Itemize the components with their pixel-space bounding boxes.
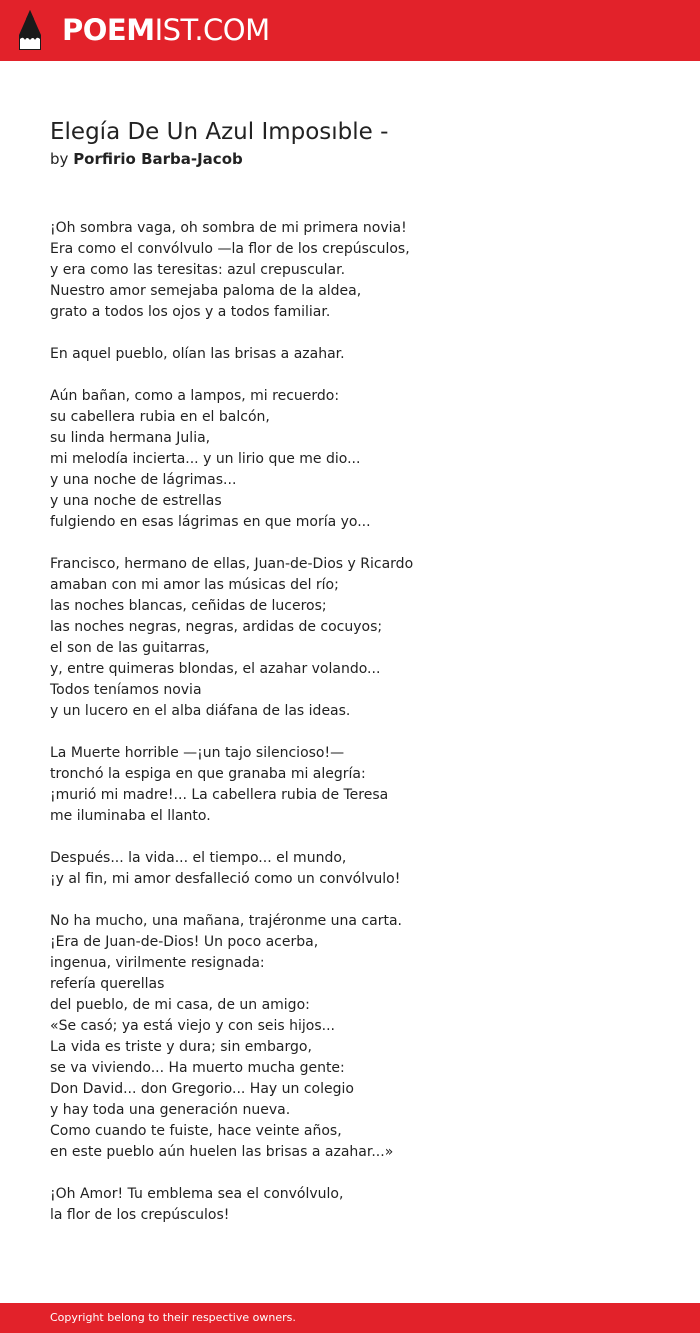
poem-line: La Muerte horrible —¡un tajo silencioso!— (50, 745, 345, 761)
poem-line: su linda hermana Julia, (50, 430, 211, 446)
poem-line: ¡Oh Amor! Tu emblema sea el convólvulo, (50, 1186, 344, 1202)
copyright-text: Copyright belong to their respective owners. (50, 1311, 296, 1324)
poem-line: en este pueblo aún huelen las brisas a azahar...» (50, 1144, 394, 1160)
poem-stanza (50, 1184, 670, 1226)
poem-line: Todos teníamos novia (50, 682, 202, 698)
poem-line: Don David... don Gregorio... Hay un colegio (50, 1081, 354, 1097)
poem-line: ingenua, virilmente resignada: (50, 955, 265, 971)
poem-stanza (50, 848, 670, 890)
poem-line: Después... la vida... el tiempo... el mundo, (50, 850, 347, 866)
poem-line: La vida es triste y dura; sin embargo, (50, 1039, 312, 1055)
poem-stanza (50, 554, 670, 722)
site-footer (0, 1303, 700, 1333)
poem-line: y, entre quimeras blondas, el azahar volando... (50, 661, 381, 677)
poem-line: y era como las teresitas: azul crepuscular. (50, 262, 346, 278)
poem-line: y una noche de estrellas (50, 493, 222, 509)
poem-line: Era como el convólvulo —la flor de los crepúsculos, (50, 241, 410, 257)
poem-line: el son de las guitarras, (50, 640, 210, 656)
poem-line: Aún bañan, como a lampos, mi recuerdo: (50, 388, 340, 404)
site-logo[interactable] (62, 13, 270, 47)
byline (50, 149, 243, 169)
poem-stanza (50, 743, 670, 827)
poem-line: ¡Era de Juan-de-Dios! Un poco acerba, (50, 934, 319, 950)
poem-title: Elegía De Un Azul Imposıble - (50, 119, 389, 145)
poem-line: Francisco, hermano de ellas, Juan-de-Dios y Ricardo (50, 556, 414, 572)
poem-line: tronchó la espiga en que granaba mi alegría: (50, 766, 366, 782)
poem-line: Como cuando te fuiste, hace veinte años, (50, 1123, 342, 1139)
poem-body (50, 218, 670, 1247)
poem-line: fulgiendo en esas lágrimas en que moría yo... (50, 514, 371, 530)
by-label: by (50, 150, 69, 168)
poem-line: ¡Oh sombra vaga, oh sombra de mi primera novia! (50, 220, 407, 236)
poem-line: En aquel pueblo, olían las brisas a azahar. (50, 346, 345, 362)
poem-stanza (50, 344, 670, 365)
poem-line: Nuestro amor semejaba paloma de la aldea, (50, 283, 362, 299)
poem-line: «Se casó; ya está viejo y con seis hijos... (50, 1018, 335, 1034)
poem-line: las noches blancas, ceñidas de luceros; (50, 598, 327, 614)
poem-line: y hay toda una generación nueva. (50, 1102, 291, 1118)
pencil-tip-logo-icon[interactable] (17, 9, 43, 51)
poem-stanza (50, 911, 670, 1163)
author-name: Porfirio Barba-Jacob (73, 150, 243, 168)
poem-line: las noches negras, negras, ardidas de cocuyos; (50, 619, 383, 635)
poem-line: me iluminaba el llanto. (50, 808, 211, 824)
logo-light-text: IST.COM (154, 13, 270, 47)
logo-bold-text: POEM (62, 13, 155, 47)
poem-stanza (50, 386, 670, 533)
poem-line: la flor de los crepúsculos! (50, 1207, 230, 1223)
poem-line: grato a todos los ojos y a todos familiar. (50, 304, 331, 320)
poem-line: ¡murió mi madre!... La cabellera rubia de Teresa (50, 787, 389, 803)
poem-line: mi melodía incierta... y un lirio que me dio... (50, 451, 361, 467)
poem-line: se va viviendo... Ha muerto mucha gente: (50, 1060, 345, 1076)
poem-line: refería querellas (50, 976, 165, 992)
poem-line: ¡y al fin, mi amor desfalleció como un convólvulo! (50, 871, 401, 887)
site-header (0, 0, 700, 61)
poem-line: amaban con mi amor las músicas del río; (50, 577, 339, 593)
poem-stanza (50, 218, 670, 323)
poem-line: No ha mucho, una mañana, trajéronme una carta. (50, 913, 402, 929)
poem-line: y una noche de lágrimas... (50, 472, 237, 488)
poem-line: y un lucero en el alba diáfana de las ideas. (50, 703, 351, 719)
poem-line: su cabellera rubia en el balcón, (50, 409, 270, 425)
poem-line: del pueblo, de mi casa, de un amigo: (50, 997, 310, 1013)
